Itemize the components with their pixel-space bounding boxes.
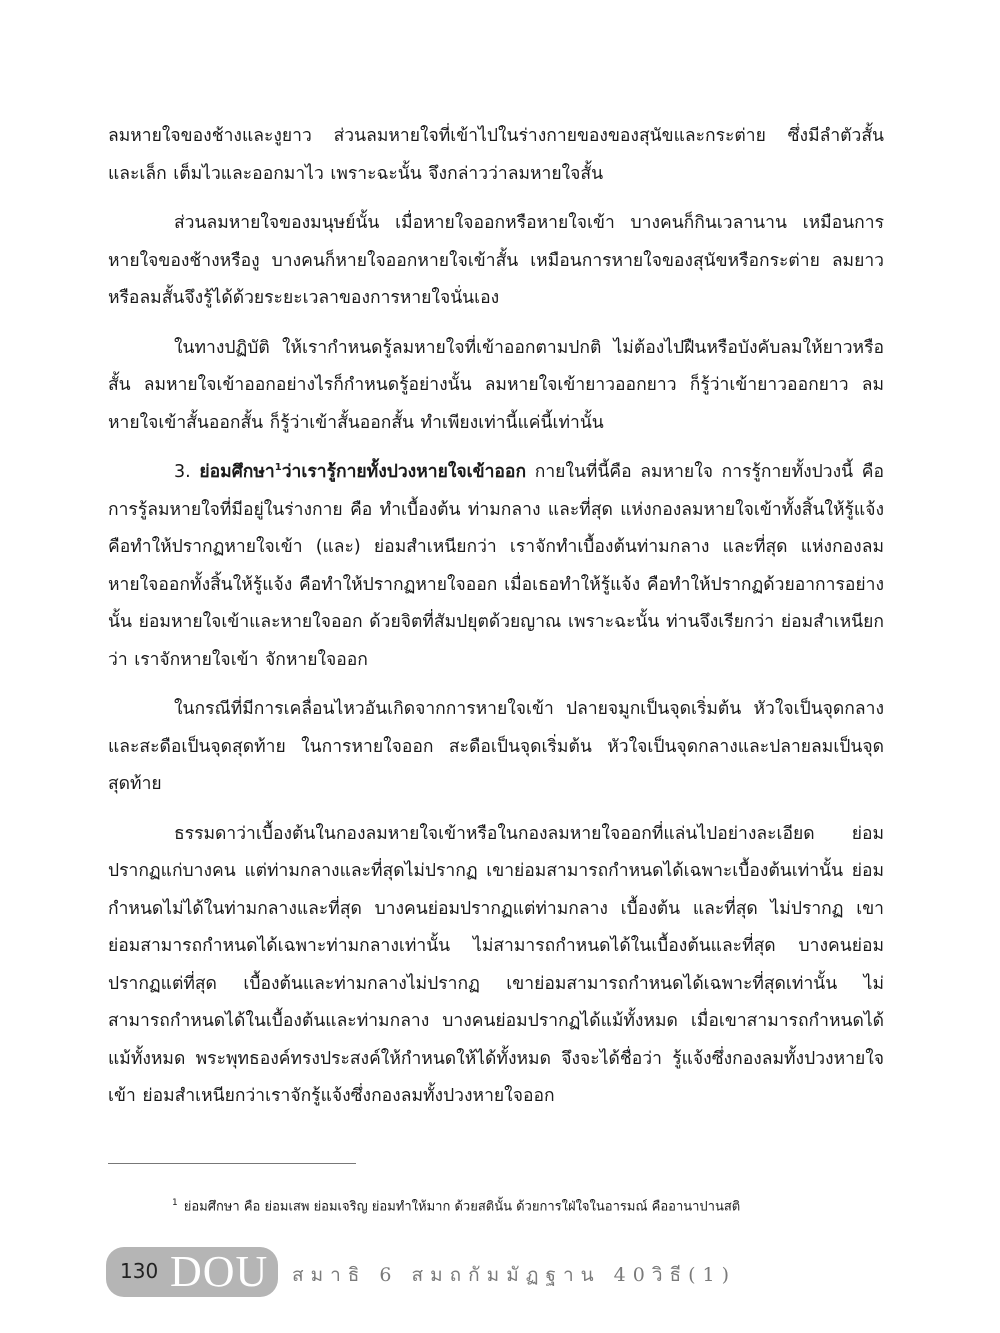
running-title: สมาธิ 6 สมถกัมมัฏฐาน 40วิธี(1) — [292, 1264, 737, 1286]
paragraph-3: ในทางปฏิบัติ ให้เรากำหนดรู้ลมหายใจที่เข้าออกตามปกติ ไม่ต้องไปฝืนหรือบังคับลมให้ยาวหรือสั้น ลมหายใจเข้าออกอย่างไรก็กำหนดรู้อย่างนั้น ลมหายใจเข้ายาวออกยาว ก็รู้ว่าเข้ายาวออกยาว ลมหายใจเข้าสั้นออกสั้น ก็รู้ว่าเข้าสั้นออกสั้น ทำเพียงเท่านี้แค่นี้เท่านั้น — [108, 337, 884, 433]
page-body — [108, 118, 884, 1128]
page-footer — [106, 1247, 886, 1297]
footer-tab — [106, 1247, 278, 1297]
paragraph-5: ในกรณีที่มีการเคลื่อนไหวอันเกิดจากการหายใจเข้า ปลายจมูกเป็นจุดเริ่มต้น หัวใจเป็นจุดกลาง และสะดือเป็นจุดสุดท้าย ในการหายใจออก สะดือเป็นจุดเริ่มต้น หัวใจเป็นจุดกลางและปลายลมเป็นจุดสุดท้าย — [108, 699, 884, 794]
footnote-text: ย่อมศึกษา คือ ย่อมเสพ ย่อมเจริญ ย่อมทำให้มาก ด้วยสตินั้น ด้วยการใฝ่ใจในอารมณ์ คืออานาปานสติ — [183, 1199, 741, 1215]
paragraph-4-body: กายในที่นี้คือ ลมหายใจ การรู้กายทั้งปวงนี้ คือ การรู้ลมหายใจที่มีอยู่ในร่างกาย คือ ทำเบื้องต้น ท่ามกลาง และที่สุด แห่งกองลมหายใจเข้าทั้งสิ้นให้รู้แจ้ง คือทำให้ปรากฏหายใจเข้า (และ) ย่อมสำเหนียกว่า เราจักทำเบื้องต้นท่ามกลาง และที่สุด แห่งกองลมหายใจออกทั้งสิ้นให้รู้แจ้ง คือทำให้ปรากฏหายใจออก เมื่อเธอทำให้รู้แจ้ง คือทำให้ปรากฏด้วยอาการอย่างนั้น ย่อมหายใจเข้าและหายใจออก ด้วยจิตที่สัมปยุตด้วยญาณ เพราะฉะนั้น ท่านจึงเรียกว่า ย่อมสำเหนียกว่า เราจักหายใจเข้า จักหายใจออก — [108, 462, 884, 670]
paragraph-4 — [108, 454, 884, 679]
footnote-mark: 1 — [172, 1198, 178, 1208]
paragraph-1: ลมหายใจของช้างและงูยาว ส่วนลมหายใจที่เข้าไปในร่างกายของของสุนัขและกระต่าย ซึ่งมีลำตัวสั้นและเล็ก เต็มไวและออกมาไว เพราะฉะนั้น จึงกล่าวว่าลมหายใจสั้น — [108, 126, 884, 184]
footnote-reference[interactable]: 1 — [274, 462, 282, 474]
item-number: 3. — [174, 462, 191, 482]
heading-term-b: ว่าเรารู้กายทั้งปวงหายใจเข้าออก — [281, 462, 527, 482]
paragraph-6: ธรรมดาว่าเบื้องต้นในกองลมหายใจเข้าหรือในกองลมหายใจออกที่แล่นไปอย่างละเอียด ย่อมปรากฏแก่บางคน แต่ท่ามกลางและที่สุดไม่ปรากฏ เขาย่อมสามารถกำหนดได้เฉพาะเบื้องต้นเท่านั้น ย่อมกำหนดไม่ได้ในท่ามกลางและที่สุด บางคนย่อมปรากฏแต่ท่ามกลาง เบื้องต้น และที่สุด ไม่ปรากฏ เขาย่อมสามารถกำหนดได้เฉพาะท่ามกลางเท่านั้น ไม่สามารถกำหนดได้ในเบื้องต้นและที่สุด บางคนย่อมปรากฏแต่ที่สุด เบื้องต้นและท่ามกลางไม่ปรากฏ เขาย่อมสามารถกำหนดได้เฉพาะที่สุดเท่านั้น ไม่สามารถกำหนดได้ในเบื้องต้นและท่ามกลาง บางคนย่อมปรากฏได้แม้ทั้งหมด เมื่อเขาสามารถกำหนดได้แม้ทั้งหมด พระพุทธองค์ทรงประสงค์ให้กำหนดให้ได้ทั้งหมด จึงจะได้ชื่อว่า รู้แจ้งซึ่งกองลมทั้งปวงหายใจเข้า ย่อมสำเหนียกว่าเราจักรู้แจ้งซึ่งกองลมทั้งปวงหายใจออก — [108, 823, 884, 1106]
footnote-divider — [108, 1163, 356, 1164]
page-number: 130 — [120, 1259, 159, 1283]
brand-logo: DOU — [170, 1247, 269, 1296]
paragraph-2: ส่วนลมหายใจของมนุษย์นั้น เมื่อหายใจออกหรือหายใจเข้า บางคนก็กินเวลานาน เหมือนการหายใจของช้างหรืองู บางคนก็หายใจออกหายใจเข้าสั้น เหมือนการหายใจของสุนัขหรือกระต่าย ลมยาวหรือลมสั้นจึงรู้ได้ด้วยระยะเวลาของการหายใจนั่นเอง — [108, 213, 884, 308]
footnote — [172, 1193, 872, 1217]
heading-term — [199, 462, 526, 482]
heading-term-a: ย่อมศึกษา — [199, 462, 275, 482]
